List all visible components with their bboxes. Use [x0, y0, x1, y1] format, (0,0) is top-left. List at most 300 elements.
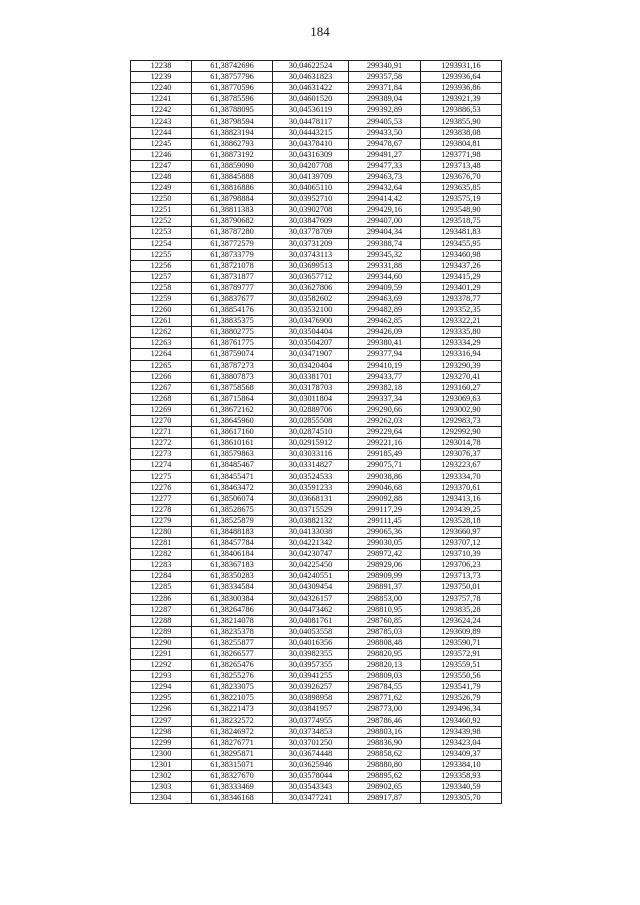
x-coordinate-cell: 299065,36 — [349, 526, 421, 537]
table-row — [131, 593, 502, 604]
y-coordinate-cell: 1293518,75 — [421, 216, 502, 227]
point-number-cell: 12253 — [131, 227, 192, 238]
longitude-cell: 30,04443215 — [273, 127, 349, 138]
x-coordinate-cell: 299410,19 — [349, 360, 421, 371]
y-coordinate-cell: 1293835,28 — [421, 604, 502, 615]
point-number-cell: 12267 — [131, 382, 192, 393]
x-coordinate-cell: 299405,53 — [349, 116, 421, 127]
latitude-cell: 61,38276771 — [192, 737, 273, 748]
table-row — [131, 771, 502, 782]
x-coordinate-cell: 299262,03 — [349, 416, 421, 427]
table-row — [131, 515, 502, 526]
x-coordinate-cell: 298858,62 — [349, 748, 421, 759]
latitude-cell: 61,38721078 — [192, 260, 273, 271]
table-row — [131, 293, 502, 304]
longitude-cell: 30,03582602 — [273, 293, 349, 304]
table-row — [131, 538, 502, 549]
y-coordinate-cell: 1293413,16 — [421, 493, 502, 504]
point-number-cell: 12239 — [131, 72, 192, 83]
table-row — [131, 205, 502, 216]
y-coordinate-cell: 1293415,29 — [421, 271, 502, 282]
point-number-cell: 12257 — [131, 271, 192, 282]
longitude-cell: 30,03627806 — [273, 282, 349, 293]
table-row — [131, 371, 502, 382]
longitude-cell: 30,04240551 — [273, 571, 349, 582]
point-number-cell: 12298 — [131, 726, 192, 737]
latitude-cell: 61,38367183 — [192, 560, 273, 571]
point-number-cell: 12276 — [131, 482, 192, 493]
table-row — [131, 105, 502, 116]
x-coordinate-cell: 299030,05 — [349, 538, 421, 549]
point-number-cell: 12242 — [131, 105, 192, 116]
table-row — [131, 626, 502, 637]
y-coordinate-cell: 1293460,92 — [421, 715, 502, 726]
latitude-cell: 61,38346168 — [192, 793, 273, 804]
latitude-cell: 61,38837677 — [192, 293, 273, 304]
x-coordinate-cell: 299357,58 — [349, 72, 421, 83]
y-coordinate-cell: 1293590,71 — [421, 637, 502, 648]
latitude-cell: 61,38761775 — [192, 338, 273, 349]
x-coordinate-cell: 298891,37 — [349, 582, 421, 593]
point-number-cell: 12292 — [131, 660, 192, 671]
latitude-cell: 61,38300384 — [192, 593, 273, 604]
longitude-cell: 30,04053558 — [273, 626, 349, 637]
longitude-cell: 30,03381701 — [273, 371, 349, 382]
point-number-cell: 12281 — [131, 538, 192, 549]
longitude-cell: 30,03420404 — [273, 360, 349, 371]
longitude-cell: 30,03882132 — [273, 515, 349, 526]
latitude-cell: 61,38617160 — [192, 427, 273, 438]
latitude-cell: 61,38295871 — [192, 748, 273, 759]
point-number-cell: 12293 — [131, 671, 192, 682]
longitude-cell: 30,04631823 — [273, 72, 349, 83]
point-number-cell: 12240 — [131, 83, 192, 94]
longitude-cell: 30,04133038 — [273, 526, 349, 537]
y-coordinate-cell: 1293550,56 — [421, 671, 502, 682]
point-number-cell: 12264 — [131, 349, 192, 360]
x-coordinate-cell: 299075,71 — [349, 460, 421, 471]
y-coordinate-cell: 1293855,90 — [421, 116, 502, 127]
latitude-cell: 61,38811383 — [192, 205, 273, 216]
table-row — [131, 83, 502, 94]
y-coordinate-cell: 1293316,94 — [421, 349, 502, 360]
point-number-cell: 12268 — [131, 393, 192, 404]
longitude-cell: 30,03941255 — [273, 671, 349, 682]
point-number-cell: 12255 — [131, 249, 192, 260]
point-number-cell: 12295 — [131, 693, 192, 704]
y-coordinate-cell: 1293750,01 — [421, 582, 502, 593]
table-row — [131, 449, 502, 460]
y-coordinate-cell: 1293757,78 — [421, 593, 502, 604]
point-number-cell: 12259 — [131, 293, 192, 304]
point-number-cell: 12247 — [131, 160, 192, 171]
x-coordinate-cell: 299463,69 — [349, 293, 421, 304]
x-coordinate-cell: 298917,87 — [349, 793, 421, 804]
latitude-cell: 61,38235378 — [192, 626, 273, 637]
point-number-cell: 12296 — [131, 704, 192, 715]
table-row — [131, 72, 502, 83]
point-number-cell: 12243 — [131, 116, 192, 127]
point-number-cell: 12301 — [131, 759, 192, 770]
point-number-cell: 12263 — [131, 338, 192, 349]
table-row — [131, 704, 502, 715]
longitude-cell: 30,04378410 — [273, 138, 349, 149]
y-coordinate-cell: 1293676,70 — [421, 171, 502, 182]
table-row — [131, 715, 502, 726]
x-coordinate-cell: 299185,49 — [349, 449, 421, 460]
longitude-cell: 30,04631422 — [273, 83, 349, 94]
table-row — [131, 327, 502, 338]
y-coordinate-cell: 1293334,70 — [421, 471, 502, 482]
longitude-cell: 30,03625946 — [273, 759, 349, 770]
longitude-cell: 30,02915912 — [273, 438, 349, 449]
longitude-cell: 30,03314827 — [273, 460, 349, 471]
latitude-cell: 61,38854176 — [192, 305, 273, 316]
y-coordinate-cell: 1293713,73 — [421, 571, 502, 582]
table-row — [131, 183, 502, 194]
x-coordinate-cell: 299229,64 — [349, 427, 421, 438]
x-coordinate-cell: 298853,00 — [349, 593, 421, 604]
longitude-cell: 30,04230747 — [273, 549, 349, 560]
table-row — [131, 282, 502, 293]
point-number-cell: 12252 — [131, 216, 192, 227]
point-number-cell: 12284 — [131, 571, 192, 582]
x-coordinate-cell: 299117,29 — [349, 504, 421, 515]
x-coordinate-cell: 298784,55 — [349, 682, 421, 693]
table-row — [131, 671, 502, 682]
point-number-cell: 12285 — [131, 582, 192, 593]
latitude-cell: 61,38232572 — [192, 715, 273, 726]
table-row — [131, 549, 502, 560]
point-number-cell: 12249 — [131, 183, 192, 194]
longitude-cell: 30,03674448 — [273, 748, 349, 759]
x-coordinate-cell: 299429,16 — [349, 205, 421, 216]
x-coordinate-cell: 298808,48 — [349, 637, 421, 648]
longitude-cell: 30,03471907 — [273, 349, 349, 360]
x-coordinate-cell: 298810,95 — [349, 604, 421, 615]
latitude-cell: 61,38757796 — [192, 72, 273, 83]
x-coordinate-cell: 298820,95 — [349, 648, 421, 659]
table-row — [131, 393, 502, 404]
latitude-cell: 61,38264786 — [192, 604, 273, 615]
x-coordinate-cell: 299392,89 — [349, 105, 421, 116]
x-coordinate-cell: 299414,42 — [349, 194, 421, 205]
y-coordinate-cell: 1293401,29 — [421, 282, 502, 293]
table-row — [131, 571, 502, 582]
y-coordinate-cell: 1293270,41 — [421, 371, 502, 382]
latitude-cell: 61,38816886 — [192, 183, 273, 194]
x-coordinate-cell: 299038,86 — [349, 471, 421, 482]
longitude-cell: 30,03543343 — [273, 782, 349, 793]
y-coordinate-cell: 1293921,39 — [421, 94, 502, 105]
table-row — [131, 748, 502, 759]
y-coordinate-cell: 1293936,64 — [421, 72, 502, 83]
table-row — [131, 682, 502, 693]
latitude-cell: 61,38758568 — [192, 382, 273, 393]
table-row — [131, 338, 502, 349]
x-coordinate-cell: 298785,03 — [349, 626, 421, 637]
y-coordinate-cell: 1293496,34 — [421, 704, 502, 715]
latitude-cell: 61,38787280 — [192, 227, 273, 238]
longitude-cell: 30,04225450 — [273, 560, 349, 571]
longitude-cell: 30,03699513 — [273, 260, 349, 271]
point-number-cell: 12256 — [131, 260, 192, 271]
x-coordinate-cell: 299477,33 — [349, 160, 421, 171]
latitude-cell: 61,38672162 — [192, 404, 273, 415]
y-coordinate-cell: 1293370,61 — [421, 482, 502, 493]
point-number-cell: 12289 — [131, 626, 192, 637]
table-row — [131, 637, 502, 648]
y-coordinate-cell: 1293002,90 — [421, 404, 502, 415]
coordinates-table-body — [131, 61, 502, 804]
longitude-cell: 30,03011804 — [273, 393, 349, 404]
latitude-cell: 61,38742696 — [192, 61, 273, 72]
x-coordinate-cell: 298773,00 — [349, 704, 421, 715]
table-row — [131, 604, 502, 615]
y-coordinate-cell: 1293624,24 — [421, 615, 502, 626]
longitude-cell: 30,03902708 — [273, 205, 349, 216]
y-coordinate-cell: 1293460,98 — [421, 249, 502, 260]
y-coordinate-cell: 1293409,37 — [421, 748, 502, 759]
x-coordinate-cell: 299290,66 — [349, 404, 421, 415]
latitude-cell: 61,38802775 — [192, 327, 273, 338]
table-row — [131, 782, 502, 793]
point-number-cell: 12274 — [131, 460, 192, 471]
x-coordinate-cell: 299433,50 — [349, 127, 421, 138]
y-coordinate-cell: 1293936,86 — [421, 83, 502, 94]
point-number-cell: 12303 — [131, 782, 192, 793]
point-number-cell: 12238 — [131, 61, 192, 72]
latitude-cell: 61,38327670 — [192, 771, 273, 782]
y-coordinate-cell: 1293305,70 — [421, 793, 502, 804]
point-number-cell: 12272 — [131, 438, 192, 449]
longitude-cell: 30,04622524 — [273, 61, 349, 72]
y-coordinate-cell: 1293437,26 — [421, 260, 502, 271]
y-coordinate-cell: 1293378,77 — [421, 293, 502, 304]
longitude-cell: 30,03847609 — [273, 216, 349, 227]
latitude-cell: 61,38823194 — [192, 127, 273, 138]
longitude-cell: 30,04309454 — [273, 582, 349, 593]
latitude-cell: 61,38406184 — [192, 549, 273, 560]
x-coordinate-cell: 299345,32 — [349, 249, 421, 260]
y-coordinate-cell: 1293069,63 — [421, 393, 502, 404]
y-coordinate-cell: 1293014,78 — [421, 438, 502, 449]
table-row — [131, 238, 502, 249]
point-number-cell: 12287 — [131, 604, 192, 615]
latitude-cell: 61,38807873 — [192, 371, 273, 382]
latitude-cell: 61,38788095 — [192, 105, 273, 116]
y-coordinate-cell: 1293548,90 — [421, 205, 502, 216]
longitude-cell: 30,04326157 — [273, 593, 349, 604]
x-coordinate-cell: 298895,62 — [349, 771, 421, 782]
table-row — [131, 726, 502, 737]
y-coordinate-cell: 1293713,48 — [421, 160, 502, 171]
x-coordinate-cell: 299389,04 — [349, 94, 421, 105]
point-number-cell: 12254 — [131, 238, 192, 249]
y-coordinate-cell: 1293481,83 — [421, 227, 502, 238]
latitude-cell: 61,38350283 — [192, 571, 273, 582]
y-coordinate-cell: 1293838,08 — [421, 127, 502, 138]
y-coordinate-cell: 1293423,04 — [421, 737, 502, 748]
x-coordinate-cell: 298902,65 — [349, 782, 421, 793]
point-number-cell: 12304 — [131, 793, 192, 804]
point-number-cell: 12270 — [131, 416, 192, 427]
longitude-cell: 30,04081761 — [273, 615, 349, 626]
point-number-cell: 12244 — [131, 127, 192, 138]
table-row — [131, 648, 502, 659]
x-coordinate-cell: 298836,90 — [349, 737, 421, 748]
latitude-cell: 61,38770596 — [192, 83, 273, 94]
point-number-cell: 12283 — [131, 560, 192, 571]
longitude-cell: 30,03743113 — [273, 249, 349, 260]
x-coordinate-cell: 299380,41 — [349, 338, 421, 349]
x-coordinate-cell: 299407,00 — [349, 216, 421, 227]
latitude-cell: 61,38610161 — [192, 438, 273, 449]
y-coordinate-cell: 1293710,39 — [421, 549, 502, 560]
x-coordinate-cell: 299462,85 — [349, 316, 421, 327]
latitude-cell: 61,38525879 — [192, 515, 273, 526]
point-number-cell: 12288 — [131, 615, 192, 626]
latitude-cell: 61,38845888 — [192, 171, 273, 182]
latitude-cell: 61,38645960 — [192, 416, 273, 427]
point-number-cell: 12282 — [131, 549, 192, 560]
table-row — [131, 160, 502, 171]
y-coordinate-cell: 1293660,97 — [421, 526, 502, 537]
table-row — [131, 615, 502, 626]
longitude-cell: 30,04221342 — [273, 538, 349, 549]
x-coordinate-cell: 299337,34 — [349, 393, 421, 404]
x-coordinate-cell: 298909,99 — [349, 571, 421, 582]
latitude-cell: 61,38798594 — [192, 116, 273, 127]
y-coordinate-cell: 1293541,79 — [421, 682, 502, 693]
latitude-cell: 61,38455471 — [192, 471, 273, 482]
page-number: 184 — [310, 24, 330, 39]
latitude-cell: 61,38265476 — [192, 660, 273, 671]
longitude-cell: 30,03957355 — [273, 660, 349, 671]
y-coordinate-cell: 1293439,98 — [421, 726, 502, 737]
longitude-cell: 30,04016356 — [273, 637, 349, 648]
x-coordinate-cell: 299478,67 — [349, 138, 421, 149]
latitude-cell: 61,38785596 — [192, 94, 273, 105]
table-row — [131, 305, 502, 316]
point-number-cell: 12302 — [131, 771, 192, 782]
table-row — [131, 404, 502, 415]
x-coordinate-cell: 299432,64 — [349, 183, 421, 194]
table-row — [131, 460, 502, 471]
y-coordinate-cell: 1293223,67 — [421, 460, 502, 471]
y-coordinate-cell: 1293160,27 — [421, 382, 502, 393]
longitude-cell: 30,03178703 — [273, 382, 349, 393]
longitude-cell: 30,03476900 — [273, 316, 349, 327]
point-number-cell: 12290 — [131, 637, 192, 648]
table-row — [131, 416, 502, 427]
latitude-cell: 61,38835375 — [192, 316, 273, 327]
point-number-cell: 12260 — [131, 305, 192, 316]
x-coordinate-cell: 299482,89 — [349, 305, 421, 316]
longitude-cell: 30,03578044 — [273, 771, 349, 782]
table-row — [131, 116, 502, 127]
y-coordinate-cell: 1293384,10 — [421, 759, 502, 770]
table-row — [131, 138, 502, 149]
table-row — [131, 349, 502, 360]
x-coordinate-cell: 299221,16 — [349, 438, 421, 449]
x-coordinate-cell: 299092,88 — [349, 493, 421, 504]
coordinates-table — [130, 60, 502, 804]
table-row — [131, 471, 502, 482]
latitude-cell: 61,38787273 — [192, 360, 273, 371]
table-row — [131, 227, 502, 238]
point-number-cell: 12291 — [131, 648, 192, 659]
longitude-cell: 30,02874510 — [273, 427, 349, 438]
x-coordinate-cell: 299340,91 — [349, 61, 421, 72]
x-coordinate-cell: 299046,68 — [349, 482, 421, 493]
table-row — [131, 171, 502, 182]
y-coordinate-cell: 1293771,98 — [421, 149, 502, 160]
x-coordinate-cell: 299409,59 — [349, 282, 421, 293]
point-number-cell: 12241 — [131, 94, 192, 105]
point-number-cell: 12262 — [131, 327, 192, 338]
latitude-cell: 61,38266577 — [192, 648, 273, 659]
point-number-cell: 12279 — [131, 515, 192, 526]
y-coordinate-cell: 1293340,59 — [421, 782, 502, 793]
x-coordinate-cell: 299344,60 — [349, 271, 421, 282]
latitude-cell: 61,38790682 — [192, 216, 273, 227]
x-coordinate-cell: 299377,94 — [349, 349, 421, 360]
latitude-cell: 61,38255276 — [192, 671, 273, 682]
table-row — [131, 61, 502, 72]
x-coordinate-cell: 298972,42 — [349, 549, 421, 560]
point-number-cell: 12297 — [131, 715, 192, 726]
latitude-cell: 61,38772579 — [192, 238, 273, 249]
longitude-cell: 30,04601520 — [273, 94, 349, 105]
y-coordinate-cell: 1293352,35 — [421, 305, 502, 316]
longitude-cell: 30,03774955 — [273, 715, 349, 726]
y-coordinate-cell: 1293455,95 — [421, 238, 502, 249]
longitude-cell: 30,03778709 — [273, 227, 349, 238]
latitude-cell: 61,38715864 — [192, 393, 273, 404]
y-coordinate-cell: 1293290,39 — [421, 360, 502, 371]
longitude-cell: 30,03477241 — [273, 793, 349, 804]
longitude-cell: 30,04139709 — [273, 171, 349, 182]
point-number-cell: 12286 — [131, 593, 192, 604]
longitude-cell: 30,03657712 — [273, 271, 349, 282]
latitude-cell: 61,38214078 — [192, 615, 273, 626]
point-number-cell: 12258 — [131, 282, 192, 293]
longitude-cell: 30,03504404 — [273, 327, 349, 338]
point-number-cell: 12277 — [131, 493, 192, 504]
latitude-cell: 61,38579863 — [192, 449, 273, 460]
latitude-cell: 61,38221473 — [192, 704, 273, 715]
table-row — [131, 260, 502, 271]
point-number-cell: 12271 — [131, 427, 192, 438]
point-number-cell: 12245 — [131, 138, 192, 149]
y-coordinate-cell: 1293575,19 — [421, 194, 502, 205]
x-coordinate-cell: 299388,74 — [349, 238, 421, 249]
latitude-cell: 61,38798884 — [192, 194, 273, 205]
y-coordinate-cell: 1293322,21 — [421, 316, 502, 327]
point-number-cell: 12265 — [131, 360, 192, 371]
latitude-cell: 61,38457784 — [192, 538, 273, 549]
latitude-cell: 61,38255877 — [192, 637, 273, 648]
table-row — [131, 360, 502, 371]
latitude-cell: 61,38506074 — [192, 493, 273, 504]
latitude-cell: 61,38759074 — [192, 349, 273, 360]
point-number-cell: 12280 — [131, 526, 192, 537]
y-coordinate-cell: 1293635,85 — [421, 183, 502, 194]
point-number-cell: 12251 — [131, 205, 192, 216]
latitude-cell: 61,38463472 — [192, 482, 273, 493]
point-number-cell: 12299 — [131, 737, 192, 748]
